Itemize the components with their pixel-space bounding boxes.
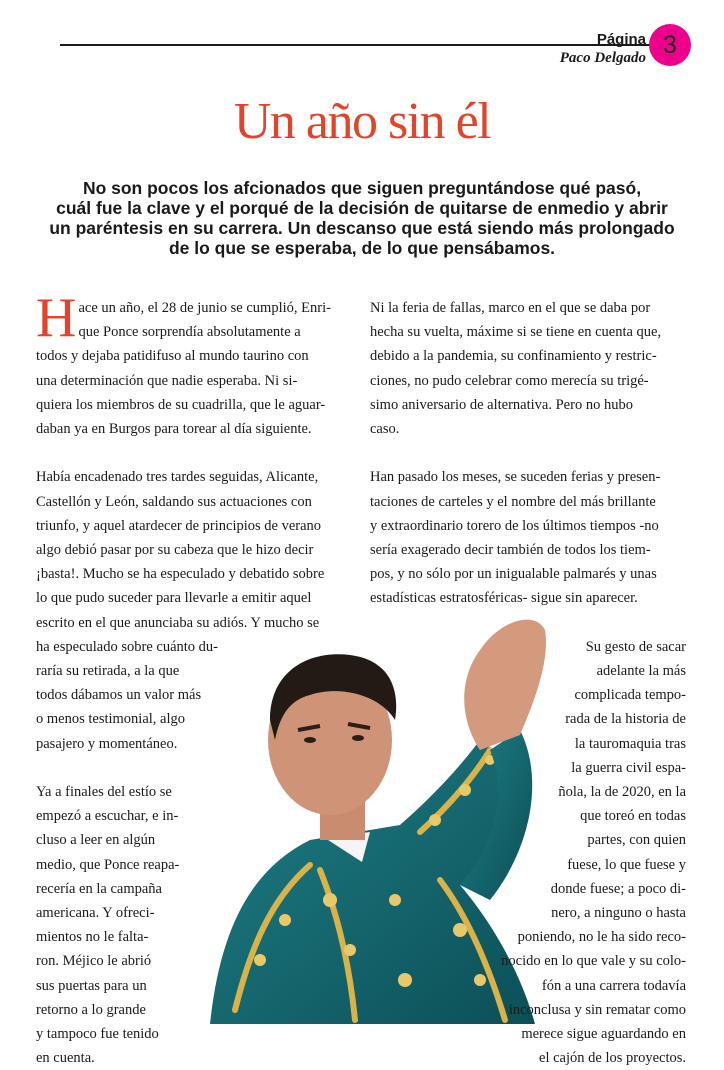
text-line: y extraordinario torero de los últimos tiempos -no [370, 517, 659, 534]
lead-line: de lo que se esperaba, de lo que pensábamos. [168, 238, 556, 258]
text-line: lo que pudo suceder para llevarle a emitir aquel [36, 590, 312, 607]
text-line: en cuenta. [36, 1050, 95, 1067]
text-line: recería en la campaña [36, 880, 162, 897]
text-line: Había encadenado tres tardes seguidas, Alicante, [36, 469, 319, 486]
text-line: Su gesto de sacar [585, 638, 686, 655]
text-line: Ya a finales del estío se [36, 784, 172, 801]
text-line: daban ya en Burgos para torear al día siguiente. [36, 421, 312, 438]
lead-line: No son pocos los afcionados que siguen preguntándose qué pasó, [82, 178, 642, 198]
text-line: ciones, no pudo celebrar como merecía su trigé- [370, 372, 649, 389]
text-line: empezó a escuchar, e in- [36, 808, 179, 825]
text-line: adelante la más [596, 663, 686, 680]
text-line: hecha su vuelta, máxime si se tiene en cuenta que, [370, 324, 662, 341]
text-line: pos, y no sólo por un inigualable palmarés y unas [370, 566, 657, 583]
text-line: complicada tempo- [574, 687, 686, 704]
text-line: taciones de carteles y el nombre del más brillante [370, 493, 656, 510]
left-column [36, 287, 356, 1070]
text-line: caso. [370, 421, 400, 438]
text-line: ñola, la de 2020, en la [558, 784, 686, 801]
page-number: 3 [663, 30, 677, 59]
text-line: merece sigue aguardando en [521, 1026, 686, 1043]
text-line: inconclusa y sin rematar como [508, 1001, 686, 1018]
text-line: fuese, lo que fuese y [567, 856, 686, 873]
text-line: nocido en lo que vale y su colo- [501, 953, 686, 970]
text-line: mientos no le falta- [36, 929, 149, 946]
header-rule [60, 44, 650, 46]
text-line: y tampoco fue tenido [36, 1026, 159, 1043]
text-line: debido a la pandemia, su confinamiento y restric- [370, 348, 657, 365]
text-line: triunfo, y aquel atardecer de principios de verano [36, 517, 322, 534]
lead-line: cuál fue la clave y el porqué de la decisión de quitarse de enmedio y abrir [56, 198, 668, 218]
drop-cap: H [36, 287, 77, 349]
text-line: ace un año, el 28 de junio se cumplió, Enri- [78, 300, 331, 316]
text-line: la guerra civil espa- [571, 759, 686, 776]
text-line: o menos testimonial, algo [36, 711, 186, 728]
text-line: que toreó en todas [580, 808, 686, 825]
text-line: americana. Y ofreci- [36, 905, 155, 922]
right-column [370, 296, 686, 1070]
text-line: raría su retirada, a la que [36, 663, 180, 680]
page-number-badge [649, 24, 691, 66]
text-line: simo aniversario de alternativa. Pero no hubo [370, 396, 633, 413]
text-line: ¡basta!. Mucho se ha especulado y debatido sobre [36, 566, 325, 583]
text-line: donde fuese; a poco di- [550, 880, 686, 897]
text-line: la tauromaquia tras [574, 735, 686, 752]
text-line: partes, con quien [587, 832, 686, 849]
text-line: sería exagerado decir también de todos los tiem- [370, 542, 651, 559]
text-line: medio, que Ponce reapa- [36, 856, 180, 873]
text-line: algo debió pasar por su cabeza que le hizo decir [36, 542, 314, 559]
text-line: Ni la feria de fallas, marco en el que se daba por [370, 300, 651, 316]
text-line: todos y dejaba patidifuso al mundo taurino con [36, 348, 309, 365]
text-line: pasajero y momentáneo. [36, 735, 178, 752]
text-line: el cajón de los proyectos. [539, 1050, 686, 1067]
section-label: Página [596, 31, 646, 48]
text-line: escrito en el que anunciaba su adiós. Y mucho se [36, 614, 320, 631]
lead-line: un paréntesis en su carrera. Un descanso que está siendo más prolongado [49, 218, 675, 238]
text-line: Castellón y León, saldando sus actuaciones con [36, 493, 312, 510]
text-line: ron. Méjico le abrió [36, 953, 152, 970]
text-line: Han pasado los meses, se suceden ferias y presen- [370, 469, 661, 486]
text-line: una determinación que nadie esperaba. Ni si- [36, 372, 298, 389]
text-line: rada de la historia de [565, 711, 686, 728]
text-line: cluso a leer en algún [36, 832, 156, 849]
text-line: que Ponce sorprendía absolutamente a [78, 324, 301, 341]
text-line: todos dábamos un valor más [36, 687, 202, 704]
text-line: fón a una carrera todavía [541, 977, 686, 994]
text-line: quiera los miembros de su cuadrilla, que le aguar- [36, 396, 326, 413]
text-line: nero, a ninguno o hasta [551, 905, 686, 922]
article-lead [40, 178, 684, 258]
author-name: Paco Delgado [559, 50, 646, 66]
text-line: sus puertas para un [36, 977, 147, 994]
text-line: poniendo, no le ha sido reco- [517, 929, 686, 946]
text-line: estadísticas estratosféricas- sigue sin aparecer. [370, 590, 638, 607]
text-line: retorno a lo grande [36, 1001, 146, 1018]
text-line: ha especulado sobre cuánto du- [36, 638, 218, 655]
article-title: Un año sin él [233, 93, 491, 150]
